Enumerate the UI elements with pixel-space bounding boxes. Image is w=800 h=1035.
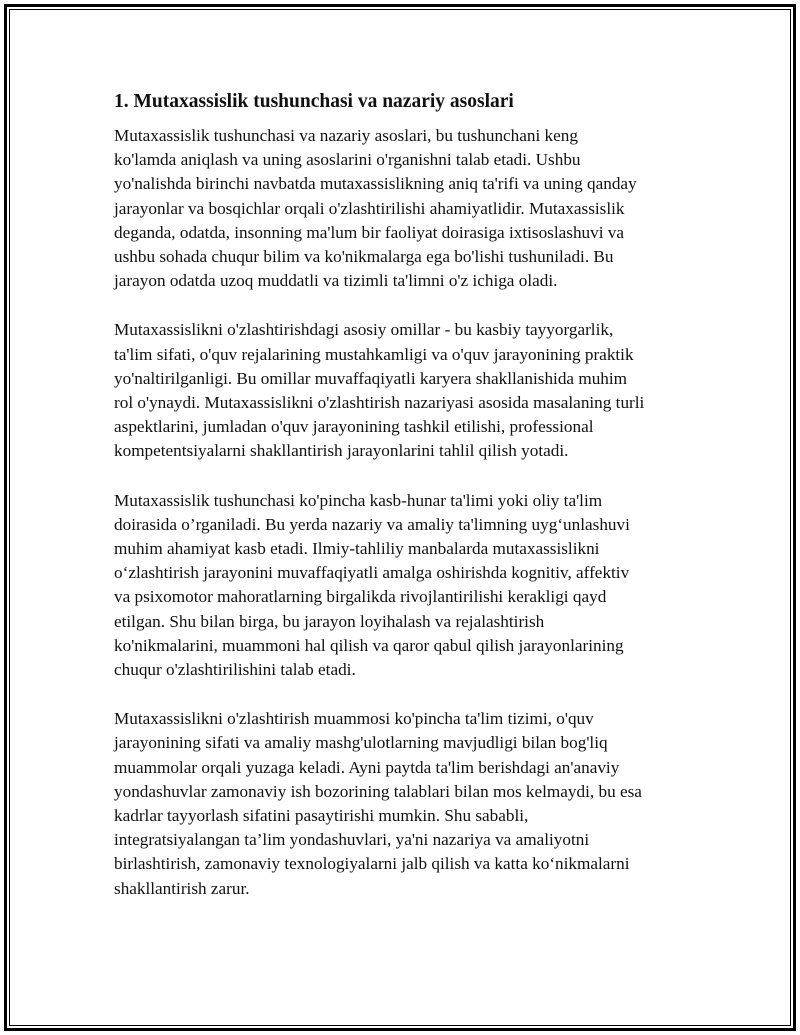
text-line: Mutaxassislikni o'zlashtirish muammosi ko'pincha ta'lim tizimi, o'quv bbox=[114, 709, 594, 729]
paragraph-1 bbox=[114, 124, 694, 293]
text-line: yondashuvlar zamonaviy ish bozorining talablari bilan mos kelmaydi, bu esa bbox=[114, 781, 642, 801]
text-line: ko'lamda aniqlash va uning asoslarini o'rganishni talab etadi. Ushbu bbox=[114, 150, 581, 170]
text-line: Mutaxassislikni o'zlashtirishdagi asosiy omillar - bu kasbiy tayyorgarlik, bbox=[114, 320, 614, 340]
text-line: kadrlar tayyorlash sifatini pasaytirishi mumkin. Shu sababli, bbox=[114, 806, 529, 826]
text-line: va psixomotor mahoratlarning birgalikda rivojlantirilishi kerakligi qayd bbox=[114, 587, 607, 607]
text-line: yo'naltirilganligi. Bu omillar muvaffaqiyatli karyera shakllanishida muhim bbox=[114, 368, 628, 388]
text-line: muammolar orqali yuzaga keladi. Ayni paytda ta'lim berishdagi an'anaviy bbox=[114, 757, 620, 777]
paragraph-4 bbox=[114, 707, 694, 901]
text-line: jarayonlar va bosqichlar orqali o'zlashtirilishi ahamiyatlidir. Mutaxassislik bbox=[114, 198, 625, 218]
text-line: rol o'ynaydi. Mutaxassislikni o'zlashtirish nazariyasi asosida masalaning turli bbox=[114, 393, 645, 413]
text-line: jarayon odatda uzoq muddatli va tizimli ta'limni o'z ichiga oladi. bbox=[114, 271, 558, 291]
text-line: birlashtirish, zamonaviy texnologiyalarni jalb qilish va katta ko‘nikmalarni bbox=[114, 854, 630, 874]
text-line: kompetentsiyalarni shakllantirish jarayonlarini tahlil qilish yotadi. bbox=[114, 441, 569, 461]
text-line: Mutaxassislik tushunchasi va nazariy asoslari, bu tushunchani keng bbox=[114, 126, 578, 145]
text-line: chuqur o'zlashtirilishini talab etadi. bbox=[114, 660, 356, 680]
text-line: yo'nalishda birinchi navbatda mutaxassislikning aniq ta'rifi va uning qanday bbox=[114, 174, 637, 194]
text-line: ko'nikmalarini, muammoni hal qilish va qaror qabul qilish jarayonlarining bbox=[114, 635, 624, 655]
text-line: Mutaxassislik tushunchasi ko'pincha kasb-hunar ta'limi yoki oliy ta'lim bbox=[114, 490, 603, 510]
text-line: deganda, odatda, insonning ma'lum bir faoliyat doirasiga ixtisoslashuvi va bbox=[114, 222, 625, 242]
text-line: jarayonining sifati va amaliy mashg'ulotlarning mavjudligi bilan bog'liq bbox=[114, 733, 608, 753]
text-line: o‘zlashtirish jarayonini muvaffaqiyatli amalga oshirishda kognitiv, affektiv bbox=[114, 563, 630, 583]
text-line: ushbu sohada chuqur bilim va ko'nikmalarga ega bo'lishi tushuniladi. Bu bbox=[114, 247, 614, 267]
text-line: shakllantirish zarur. bbox=[114, 878, 250, 898]
text-line: aspektlarini, jumladan o'quv jarayonining tashkil etilishi, professional bbox=[114, 417, 594, 437]
section-heading: 1. Mutaxassislik tushunchasi va nazariy asoslari bbox=[114, 91, 514, 112]
text-line: etilgan. Shu bilan birga, bu jarayon loyihalash va rejalashtirish bbox=[114, 611, 545, 631]
text-line: integratsiyalangan ta’lim yondashuvlari, ya'ni nazariya va amaliyotni bbox=[114, 830, 590, 850]
text-line: doirasida o’rganiladi. Bu yerda nazariy va amaliy ta'limning uyg‘unlashuvi bbox=[114, 514, 630, 534]
document-body bbox=[114, 90, 694, 926]
paragraph-2 bbox=[114, 318, 694, 463]
paragraph-3 bbox=[114, 489, 694, 683]
text-line: muhim ahamiyat kasb etadi. Ilmiy-tahliliy manbalarda mutaxassislikni bbox=[114, 539, 600, 559]
text-line: ta'lim sifati, o'quv rejalarining mustahkamligi va o'quv jarayonining praktik bbox=[114, 344, 634, 364]
